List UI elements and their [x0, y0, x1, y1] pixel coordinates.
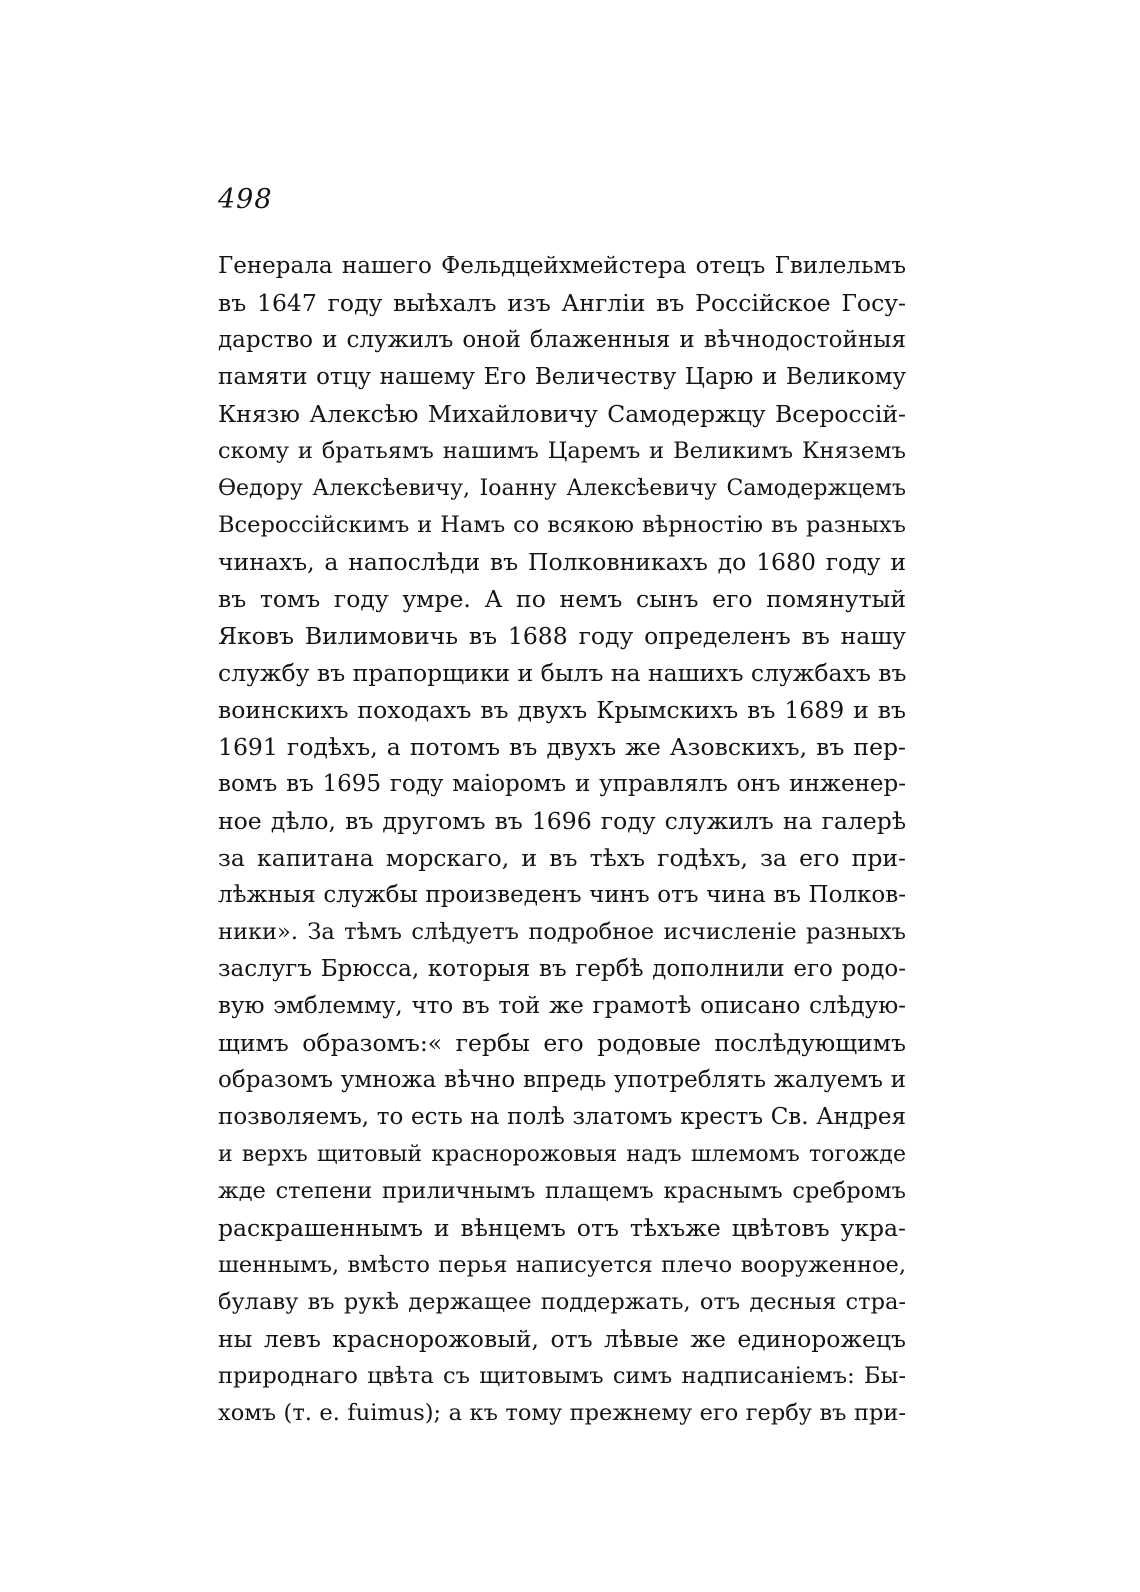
text-line: щимъ образомъ:« гербы его родовые послѣдующимъ [218, 1029, 906, 1057]
text-line: въ 1647 году выѣхалъ изъ Англіи въ Россійское Госу- [218, 289, 906, 317]
text-line: воинскихъ походахъ въ двухъ Крымскихъ въ 1689 и въ [218, 696, 906, 724]
text-line: лѣжныя службы произведенъ чинъ отъ чина въ Полков- [218, 882, 906, 908]
text-line: вомъ въ 1695 году маіоромъ и управлялъ онъ инженер- [218, 771, 906, 797]
text-line: ники». За тѣмъ слѣдуетъ подробное исчисленіе разныхъ [218, 919, 906, 945]
text-line: Яковъ Вилимовичь въ 1688 году определенъ въ нашу [218, 622, 906, 650]
text-line: раскрашеннымъ и вѣнцемъ отъ тѣхъже цвѣтовъ укра- [218, 1214, 906, 1242]
text-line: Князю Алексѣю Михайловичу Самодержцу Всероссій- [218, 400, 906, 428]
text-line: Ѳедору Алексѣевичу, Іоанну Алексѣевичу Самодержцемъ [218, 476, 906, 501]
body-text [218, 248, 906, 1432]
text-line: заслугъ Брюсса, которыя въ гербѣ дополнили его родо- [218, 956, 906, 982]
page-number: 498 [218, 184, 273, 215]
text-line: за капитана морскаго, и въ тѣхъ годѣхъ, за его при- [218, 844, 906, 872]
text-line: шеннымъ, вмѣсто перья написуется плечо вооруженное, [218, 1252, 906, 1278]
text-line: позволяемъ, то есть на полѣ златомъ крестъ Св. Андрея [218, 1104, 906, 1130]
text-line: чинахъ, а напослѣди въ Полковникахъ до 1680 году и [218, 548, 906, 576]
text-line: Генерала нашего Фельдцейхмейстера отецъ Гвилельмъ [218, 253, 906, 279]
text-line: образомъ умножа вѣчно впредь употреблять жалуемъ и [218, 1067, 906, 1093]
text-line: Всероссійскимъ и Намъ со всякою вѣрностію въ разныхъ [218, 512, 906, 538]
text-line: природнаго цвѣта съ щитовымъ симъ надписаніемъ: Бы- [218, 1363, 906, 1389]
text-line: въ томъ году умре. А по немъ сынъ его помянутый [218, 585, 906, 613]
text-line: службу въ прапорщики и былъ на нашихъ службахъ въ [218, 659, 906, 687]
text-line: ны левъ краснорожовый, отъ лѣвые же единорожецъ [218, 1325, 906, 1353]
text-line: скому и братьямъ нашимъ Царемъ и Великимъ Княземъ [218, 438, 906, 464]
text-line: и верхъ щитовый краснорожовыя надъ шлемомъ тогожде [218, 1142, 906, 1167]
text-line: ное дѣло, въ другомъ въ 1696 году служилъ на галерѣ [218, 807, 906, 835]
text-line: булаву въ рукѣ держащее поддержать, отъ десныя стра- [218, 1289, 906, 1315]
text-line: 1691 годѣхъ, а потомъ въ двухъ же Азовскихъ, въ пер- [218, 733, 906, 761]
text-line: жде степени приличнымъ плащемъ краснымъ сребромъ [218, 1178, 906, 1204]
text-line: дарство и служилъ оной блаженныя и вѣчнодостойныя [218, 327, 906, 353]
text-line: памяти отцу нашему Его Величеству Царю и Великому [218, 364, 906, 390]
text-line: хомъ (т. е. fuimus); а къ тому прежнему его гербу въ при- [218, 1400, 906, 1426]
text-line: вую эмблемму, что въ той же грамотѣ описано слѣдую- [218, 993, 906, 1019]
